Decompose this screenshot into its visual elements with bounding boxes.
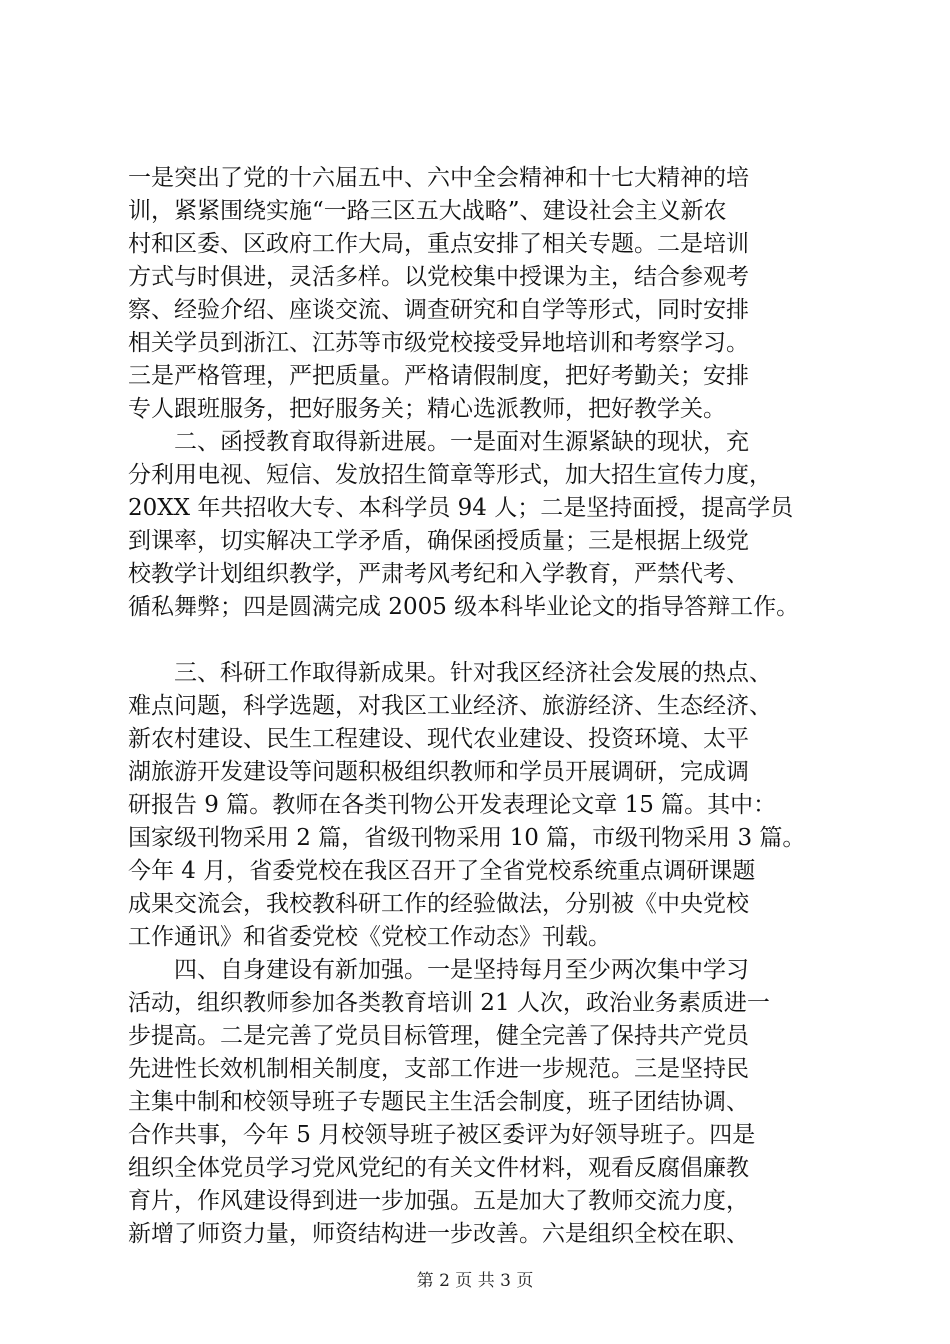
text-line: 一是突出了党的十六届五中、六中全会精神和十七大精神的培 <box>128 165 749 191</box>
text-line: 二、函授教育取得新进展。一是面对生源紧缺的现状，充 <box>128 429 749 455</box>
text-line: 主集中制和校领导班子专题民主生活会制度，班子团结协调、 <box>128 1089 749 1115</box>
text-line: 三、科研工作取得新成果。针对我区经济社会发展的热点、 <box>128 660 772 686</box>
text-line: 方式与时俱进，灵活多样。以党校集中授课为主，结合参观考 <box>128 264 749 290</box>
text-line: 研报告 9 篇。教师在各类刊物公开发表理论文章 15 篇。其中： <box>128 792 777 818</box>
text-line: 循私舞弊；四是圆满完成 2005 级本科毕业论文的指导答辩工作。 <box>128 594 800 620</box>
text-line: 察、经验介绍、座谈交流、调查研究和自学等形式，同时安排 <box>128 297 749 323</box>
text-line: 合作共事，今年 5 月校领导班子被区委评为好领导班子。四是 <box>128 1122 756 1148</box>
text-line: 育片，作风建设得到进一步加强。五是加大了教师交流力度， <box>128 1188 749 1214</box>
text-line: 到课率，切实解决工学矛盾，确保函授质量；三是根据上级党 <box>128 528 749 554</box>
text-line: 新农村建设、民生工程建设、现代农业建设、投资环境、太平 <box>128 726 749 752</box>
text-line: 专人跟班服务，把好服务关；精心选派教师，把好教学关。 <box>128 396 726 422</box>
text-line: 20XX 年共招收大专、本科学员 94 人；二是坚持面授，提高学员 <box>128 495 794 521</box>
text-line: 分利用电视、短信、发放招生简章等形式，加大招生宣传力度， <box>128 462 772 488</box>
text-line: 训，紧紧围绕实施“一路三区五大战略”、建设社会主义新农 <box>128 198 727 224</box>
text-line: 组织全体党员学习党风党纪的有关文件材料，观看反腐倡廉教 <box>128 1155 749 1181</box>
text-line: 四、自身建设有新加强。一是坚持每月至少两次集中学习 <box>128 957 749 983</box>
text-line: 校教学计划组织教学，严肃考风考纪和入学教育，严禁代考、 <box>128 561 749 587</box>
text-line: 湖旅游开发建设等问题积极组织教师和学员开展调研，完成调 <box>128 759 749 785</box>
text-line: 国家级刊物采用 2 篇，省级刊物采用 10 篇，市级刊物采用 3 篇。 <box>128 825 806 851</box>
text-line: 工作通讯》和省委党校《党校工作动态》刊载。 <box>128 924 611 950</box>
document-body <box>128 162 840 1251</box>
text-line: 成果交流会，我校教科研工作的经验做法，分别被《中央党校 <box>128 891 749 917</box>
text-line: 今年 4 月，省委党校在我区召开了全省党校系统重点调研课题 <box>128 858 756 884</box>
text-line: 相关学员到浙江、江苏等市级党校接受异地培训和考察学习。 <box>128 330 749 356</box>
text-line: 步提高。二是完善了党员目标管理，健全完善了保持共产党员 <box>128 1023 749 1049</box>
text-line: 难点问题，科学选题，对我区工业经济、旅游经济、生态经济、 <box>128 693 772 719</box>
paragraph-gap <box>128 624 840 657</box>
page-footer: 第 2 页 共 3 页 <box>416 1271 534 1291</box>
text-line: 活动，组织教师参加各类教育培训 21 人次，政治业务素质进一 <box>128 990 770 1016</box>
text-line: 先进性长效机制相关制度，支部工作进一步规范。三是坚持民 <box>128 1056 749 1082</box>
text-line: 村和区委、区政府工作大局，重点安排了相关专题。二是培训 <box>128 231 749 257</box>
text-line: 三是严格管理，严把质量。严格请假制度，把好考勤关；安排 <box>128 363 749 389</box>
text-line: 新增了师资力量，师资结构进一步改善。六是组织全校在职、 <box>128 1221 749 1247</box>
